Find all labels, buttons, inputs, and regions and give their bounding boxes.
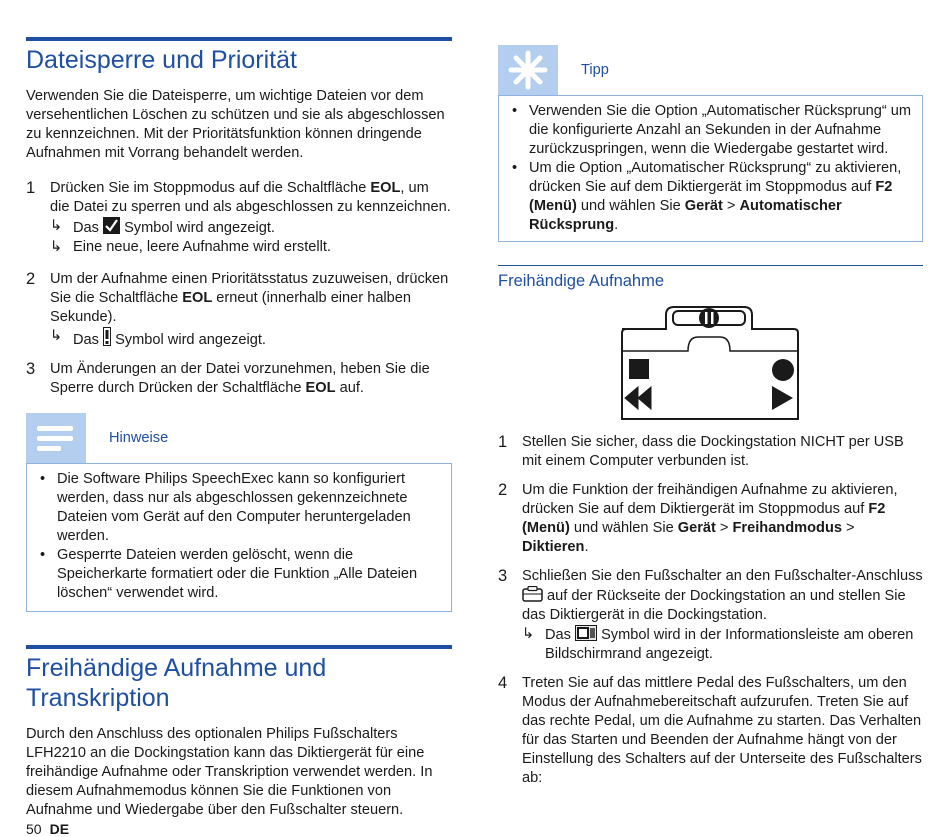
notes-box (26, 413, 452, 612)
footswitch-illustration (498, 301, 923, 431)
result-item: ↳ Das Symbol wird angezeigt. (50, 218, 275, 236)
subsection-title: Freihändige Aufnahme (498, 272, 665, 290)
footswitch-icon (498, 301, 923, 426)
page-number: 50 (26, 821, 42, 837)
section-rule (26, 645, 452, 649)
list-item: • Verwenden Sie die Option „Automatischer Rücksprung“ um die konfigurierte Anzahl an Sekunden in der Aufnahme zurückzuspringen, wenn die Wiedergabe gestartet wird. (505, 102, 916, 159)
tip-title: Tipp (581, 62, 609, 78)
locked-checkbox-icon (103, 217, 120, 234)
step-3: 3 Um Änderungen an der Datei vorzunehmen, heben Sie die Sperre durch Drücken der Schaltfläche EOL auf. (26, 360, 430, 396)
tip-box (498, 45, 923, 242)
sparkle-icon (498, 45, 558, 95)
result-item: ↳ Das Symbol wird in der Informationsleiste am oberen Bildschirmrand angezeigt. (522, 626, 914, 662)
result-item: ↳ Eine neue, leere Aufnahme wird erstellt. (50, 239, 331, 255)
step-4: 4 Treten Sie auf das mittlere Pedal des Fußschalters, um den Modus der Aufnahmebereitschaft aufzurufen. Treten Sie auf das rechte Pedal, um die Aufnahme zu starten. Das Verhalten für das Starten und Beenden der Aufnahme hängt von der Einstellung des Schalters auf der Unterseite des Fußschalters ab: (498, 674, 922, 786)
step-2: 2 Um die Funktion der freihändigen Aufnahme zu aktivieren, drücken Sie auf dem Diktiergerät im Stoppmodus auf F2 (Menü) und wählen Sie Gerät > Freihandmodus > Diktieren. (498, 481, 898, 555)
notes-icon (26, 413, 86, 463)
result-item: ↳ Das Symbol wird angezeigt. (50, 328, 266, 348)
notes-title: Hinweise (109, 430, 169, 446)
list-item: • Die Software Philips SpeechExec kann so konfiguriert werden, dass nur als abgeschlossen gekennzeichnete Dateien vom Gerät auf den Computer heruntergeladen werden. (33, 470, 445, 546)
right-column (498, 0, 923, 788)
section-title-file-lock: Dateisperre und Priorität (26, 46, 297, 74)
section-intro: Verwenden Sie die Dateisperre, um wichtige Dateien vor dem versehentlichen Löschen zu schützen und sie als abgeschlossen zu kennzeichnen. Mit der Prioritätsfunktion können dringende Aufnahmen mit Vorrang behandelt werden. (26, 88, 445, 161)
language-code: DE (49, 821, 70, 837)
section-rule (26, 37, 452, 41)
left-column (26, 0, 452, 820)
list-item: • Um die Option „Automatischer Rücksprung“ zu aktivieren, drücken Sie auf dem Diktiergerät im Stoppmodus auf F2 (Menü) und wählen Sie Gerät > Automatischer Rücksprung. (505, 159, 916, 235)
footswitch-port-icon (522, 586, 543, 602)
handsfree-status-icon (575, 625, 597, 641)
subsection-rule (498, 265, 923, 266)
section-title-handsfree: Freihändige Aufnahme und Transkription (26, 654, 327, 712)
step-1: 1 Stellen Sie sicher, dass die Dockingstation NICHT per USB mit einem Computer verbunden ist. (498, 433, 904, 469)
list-item: • Gesperrte Dateien werden gelöscht, wenn die Speicherkarte formatiert oder die Funktion „Alle Dateien löschen“ verwendet wird. (33, 546, 445, 603)
priority-icon (103, 327, 111, 346)
step-2: 2 Um der Aufnahme einen Prioritätsstatus zuzuweisen, drücken Sie die Schaltfläche EOL erneut (innerhalb einer halben Sekunde). ↳ Das Symbol wird angezeigt. (26, 270, 452, 350)
step-3: 3 Schließen Sie den Fußschalter an den Fußschalter-Anschluss auf der Rückseite der Dockingstation an und stellen Sie das Diktiergerät in die Dockingstation. ↳ Das Symbol wird in der Informationsleiste am oberen Bildschirmrand angezeigt. (498, 567, 923, 662)
step-1: 1 Drücken Sie im Stoppmodus auf die Schaltfläche EOL, um die Datei zu sperren und als abgeschlossen zu kennzeichnen. ↳ Das Symbol wird angezeigt. ↳ Eine neue, leere Aufnahme wird erstellt. (26, 179, 451, 255)
page-footer (26, 821, 69, 837)
section-body: Durch den Anschluss des optionalen Philips Fußschalters LFH2210 an die Dockingstation kann das Diktiergerät für eine freihändige Aufnahme oder Transkription verwendet werden. In diesem Aufnahmemodus können Sie die Funktionen von Aufnahme und Wiedergabe über den Fußschalter steuern. (26, 726, 433, 818)
